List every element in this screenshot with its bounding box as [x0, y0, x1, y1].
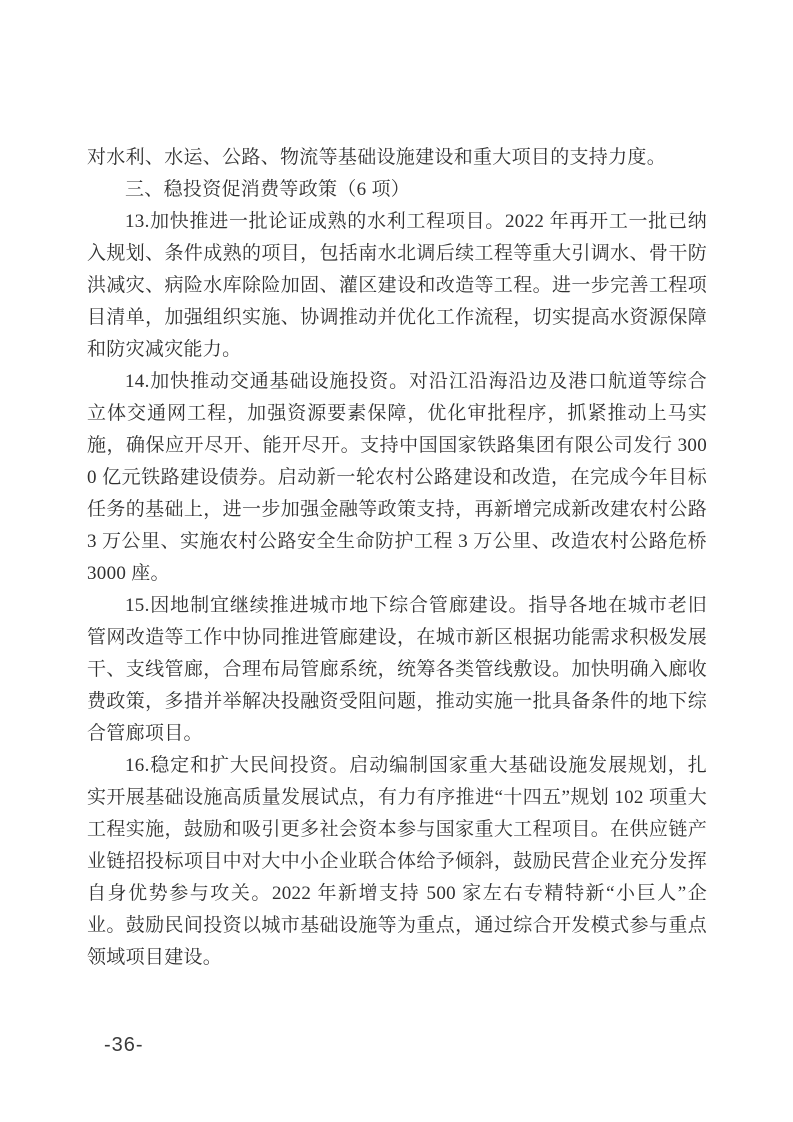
page-number: -36-: [104, 1034, 144, 1056]
section-heading: 三、稳投资促消费等政策（6 项）: [125, 179, 411, 200]
paragraph-item-15: 15.因地制宜继续推进城市地下综合管廊建设。指导各地在城市老旧管网改造等工作中协同推进管廊建设，在城市新区根据功能需求积极发展干、支线管廊，合理布局管廊系统，统筹各类管线敷设。加快明确入廊收费政策，多措并举解决投融资受阻问题，推动实施一批具备条件的地下综合管廊项目。: [87, 595, 707, 744]
paragraph-item-14: 14.加快推动交通基础设施投资。对沿江沿海沿边及港口航道等综合立体交通网工程，加强资源要素保障，优化审批程序，抓紧推动上马实施，确保应开尽开、能开尽开。支持中国国家铁路集团有限公司发行 3000 亿元铁路建设债券。启动新一轮农村公路建设和改造，在完成今年目标任务的基础上，进一步加强金融等政策支持，再新增完成新改建农村公路 3 万公里、实施农村公路安全生命防护工程 3 万公里、改造农村公路危桥 3000 座。: [87, 371, 707, 584]
document-content: [87, 142, 707, 974]
paragraph-continuation: 对水利、水运、公路、物流等基础设施建设和重大项目的支持力度。: [87, 147, 667, 168]
paragraph-item-13: 13.加快推进一批论证成熟的水利工程项目。2022 年再开工一批已纳入规划、条件成熟的项目，包括南水北调后续工程等重大引调水、骨干防洪减灾、病险水库除险加固、灌区建设和改造等工程。进一步完善工程项目清单，加强组织实施、协调推动并优化工作流程，切实提高水资源保障和防灾减灾能力。: [87, 211, 707, 360]
paragraph-item-16: 16.稳定和扩大民间投资。启动编制国家重大基础设施发展规划，扎实开展基础设施高质量发展试点，有力有序推进“十四五”规划 102 项重大工程实施，鼓励和吸引更多社会资本参与国家重大工程项目。在供应链产业链招投标项目中对大中小企业联合体给予倾斜，鼓励民营企业充分发挥自身优势参与攻关。2022 年新增支持 500 家左右专精特新“小巨人”企业。鼓励民间投资以城市基础设施等为重点，通过综合开发模式参与重点领域项目建设。: [87, 755, 707, 968]
